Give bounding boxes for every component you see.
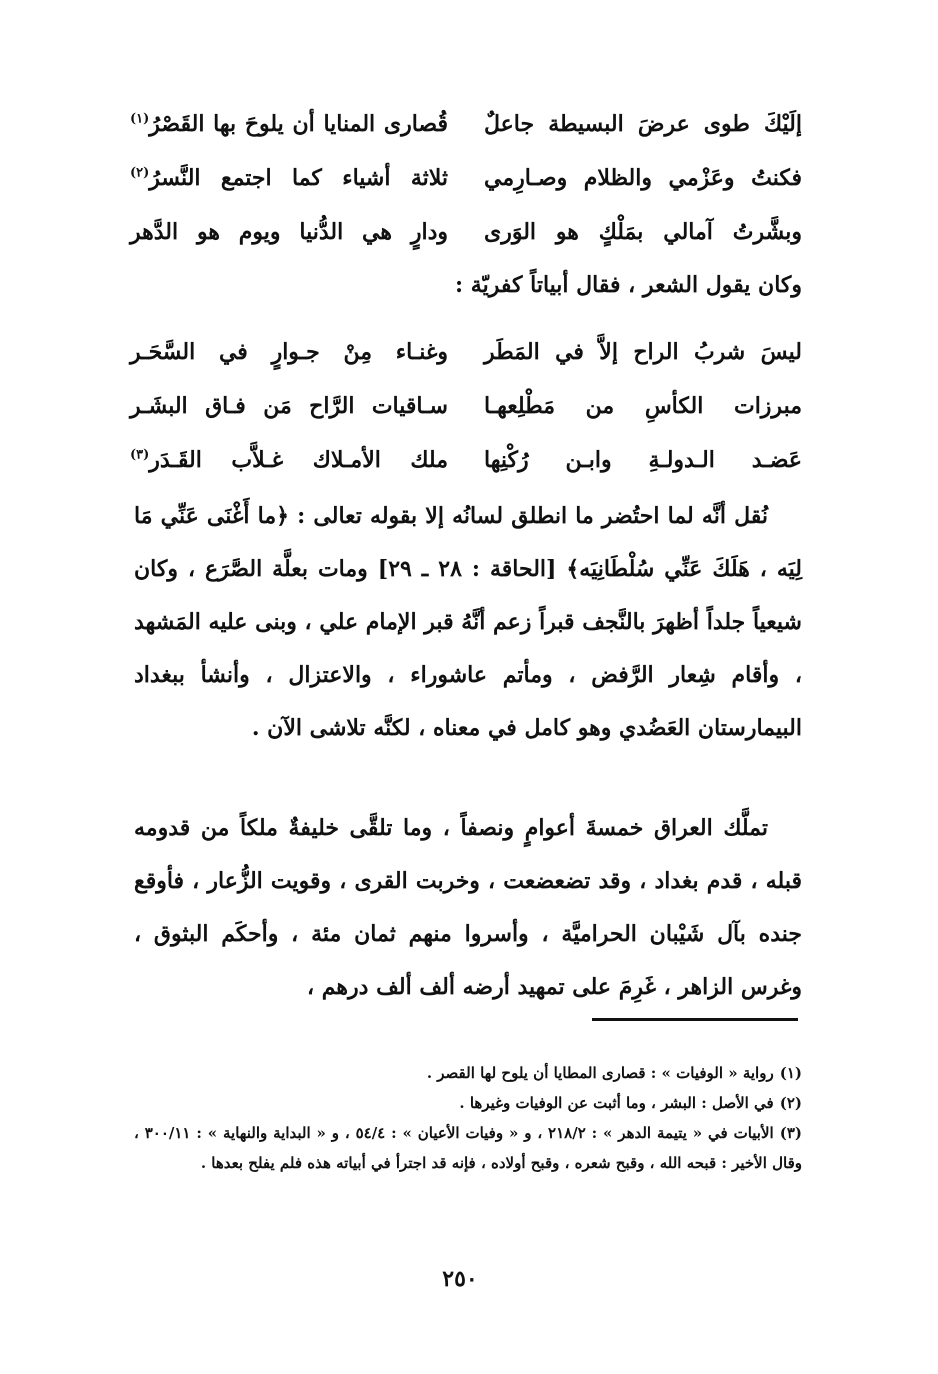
footnote-reference: (١) <box>130 111 150 127</box>
paragraph-death-account <box>134 490 802 755</box>
verse-line <box>130 386 802 440</box>
poem-first <box>130 104 802 266</box>
footnote-reference: (٢) <box>130 165 150 181</box>
verse-text: ملك الأمـلاك غـلاَّب القَـدَر <box>149 447 448 473</box>
verse-text: وغنـاء مِنْ جـوارٍ في السَّحَـر <box>130 339 448 365</box>
verse-text: سـاقيات الرَّاح مَن فـاق البشَـر <box>130 393 448 419</box>
footnote-item <box>134 1118 802 1178</box>
footnote-reference: (٣) <box>130 447 150 463</box>
verse-text: ودارٍ هي الدُّنيا ويوم هو الدَّهر <box>130 219 448 245</box>
footnote-text: في الأصل : البشر ، وما أثبت عن الوفيات وغيرها . <box>459 1094 774 1112</box>
verse-first-hemistich: ليسَ شربُ الراح إلاَّ في المَطَر <box>484 339 802 365</box>
verse-text: قُصارى المنايا أن يلوحَ بها القَصْرُ <box>149 111 448 137</box>
verse-line <box>130 104 802 158</box>
footnotes <box>134 1058 802 1178</box>
page-number: ٢٥٠ <box>442 1266 478 1292</box>
paragraph-text: نُقل أنَّه لما احتُضر ما انطلق لسانُه إلا بقوله تعالى : ﴿ما أَغْنَى عَنِّي مَا لِيَه ، هَلَكَ عَنِّي سُلْطَانِيَه﴾ [الحاقة : ٢٨ ـ ٢٩] ومات بعلَّة الصَّرَع ، وكان شيعياً جلداً أظهرَ بالنَّجف قبراً زعم أنَّهُ قبر الإمام علي ، وبنى عليه المَشهد ، وأقام شِعار الرَّفض ، ومأتم عاشوراء ، والاعتزال ، وأنشأ ببغداد البيمارستان العَضُدي وهو كامل في معناه ، لكنَّه تلاشى الآن . <box>134 503 803 741</box>
verse-second-hemistich <box>130 158 448 198</box>
footnote-item <box>134 1088 802 1118</box>
verse-line <box>130 332 802 386</box>
verse-second-hemistich <box>130 104 448 144</box>
footnote-item <box>134 1058 802 1088</box>
paragraph-text: تملَّك العراق خمسةَ أعوامٍ ونصفاً ، وما تلقَّى خليفةٌ ملكاً من قدومه قبله ، قدم بغداد ، وقد تضعضعت ، وخربت القرى ، وقويت الزُّعار ، فأوقع جنده بآل شَيْبان الحراميَّة ، وأسروا منهم ثمان مئة ، وأحكَم البثوق ، وغرس الزاهر ، غَرِمَ على تمهيد أرضه ألف ألف درهم ، <box>134 815 802 1000</box>
footnote-text: الأبيات في « يتيمة الدهر » : ٢١٨/٢ ، و « وفيات الأعيان » : ٥٤/٤ ، و « البداية والنهاية » : ٣٠٠/١١ ، وقال الأخير : قبحه الله ، وقبح شعره ، وقبح أولاده ، فإنه قد اجترأ في أبياته هذه فلم يفلح بعدها . <box>134 1124 802 1172</box>
poem-intro-line: وكان يقول الشعر ، فقال أبياتاً كفريّة : <box>455 272 802 298</box>
footnote-text: رواية « الوفيات » : قصارى المطايا أن يلوح لها القصر . <box>426 1064 774 1082</box>
verse-second-hemistich <box>130 212 448 252</box>
verse-first-hemistich: فكنتُ وعَزْمي والظلام وصـارِمي <box>484 165 802 191</box>
verse-second-hemistich <box>130 332 448 372</box>
poem-second <box>130 332 802 494</box>
footnote-number: (٣) <box>779 1124 802 1142</box>
verse-second-hemistich <box>130 440 448 480</box>
verse-text: ثلاثة أشياء كما اجتمع النَّسرُ <box>149 165 448 191</box>
verse-first-hemistich: مبرزات الكأسِ من مَطْلِعهـا <box>484 393 802 419</box>
footnote-separator <box>592 1018 798 1021</box>
verse-line <box>130 212 802 266</box>
verse-first-hemistich: عَضـد الـدولـةِ وابـن رُكْنِها <box>484 447 802 473</box>
verse-line <box>130 440 802 494</box>
footnote-number: (٢) <box>779 1094 802 1112</box>
verse-second-hemistich <box>130 386 448 426</box>
verse-first-hemistich: إلَيْكَ طوى عرضَ البسيطة جاعلٌ <box>484 111 802 137</box>
verse-line <box>130 158 802 212</box>
verse-first-hemistich: وبشَّرتُ آمالي بمَلْكٍ هو الوَرى <box>484 219 802 245</box>
paragraph-reign <box>134 802 802 1014</box>
footnote-number: (١) <box>779 1064 802 1082</box>
